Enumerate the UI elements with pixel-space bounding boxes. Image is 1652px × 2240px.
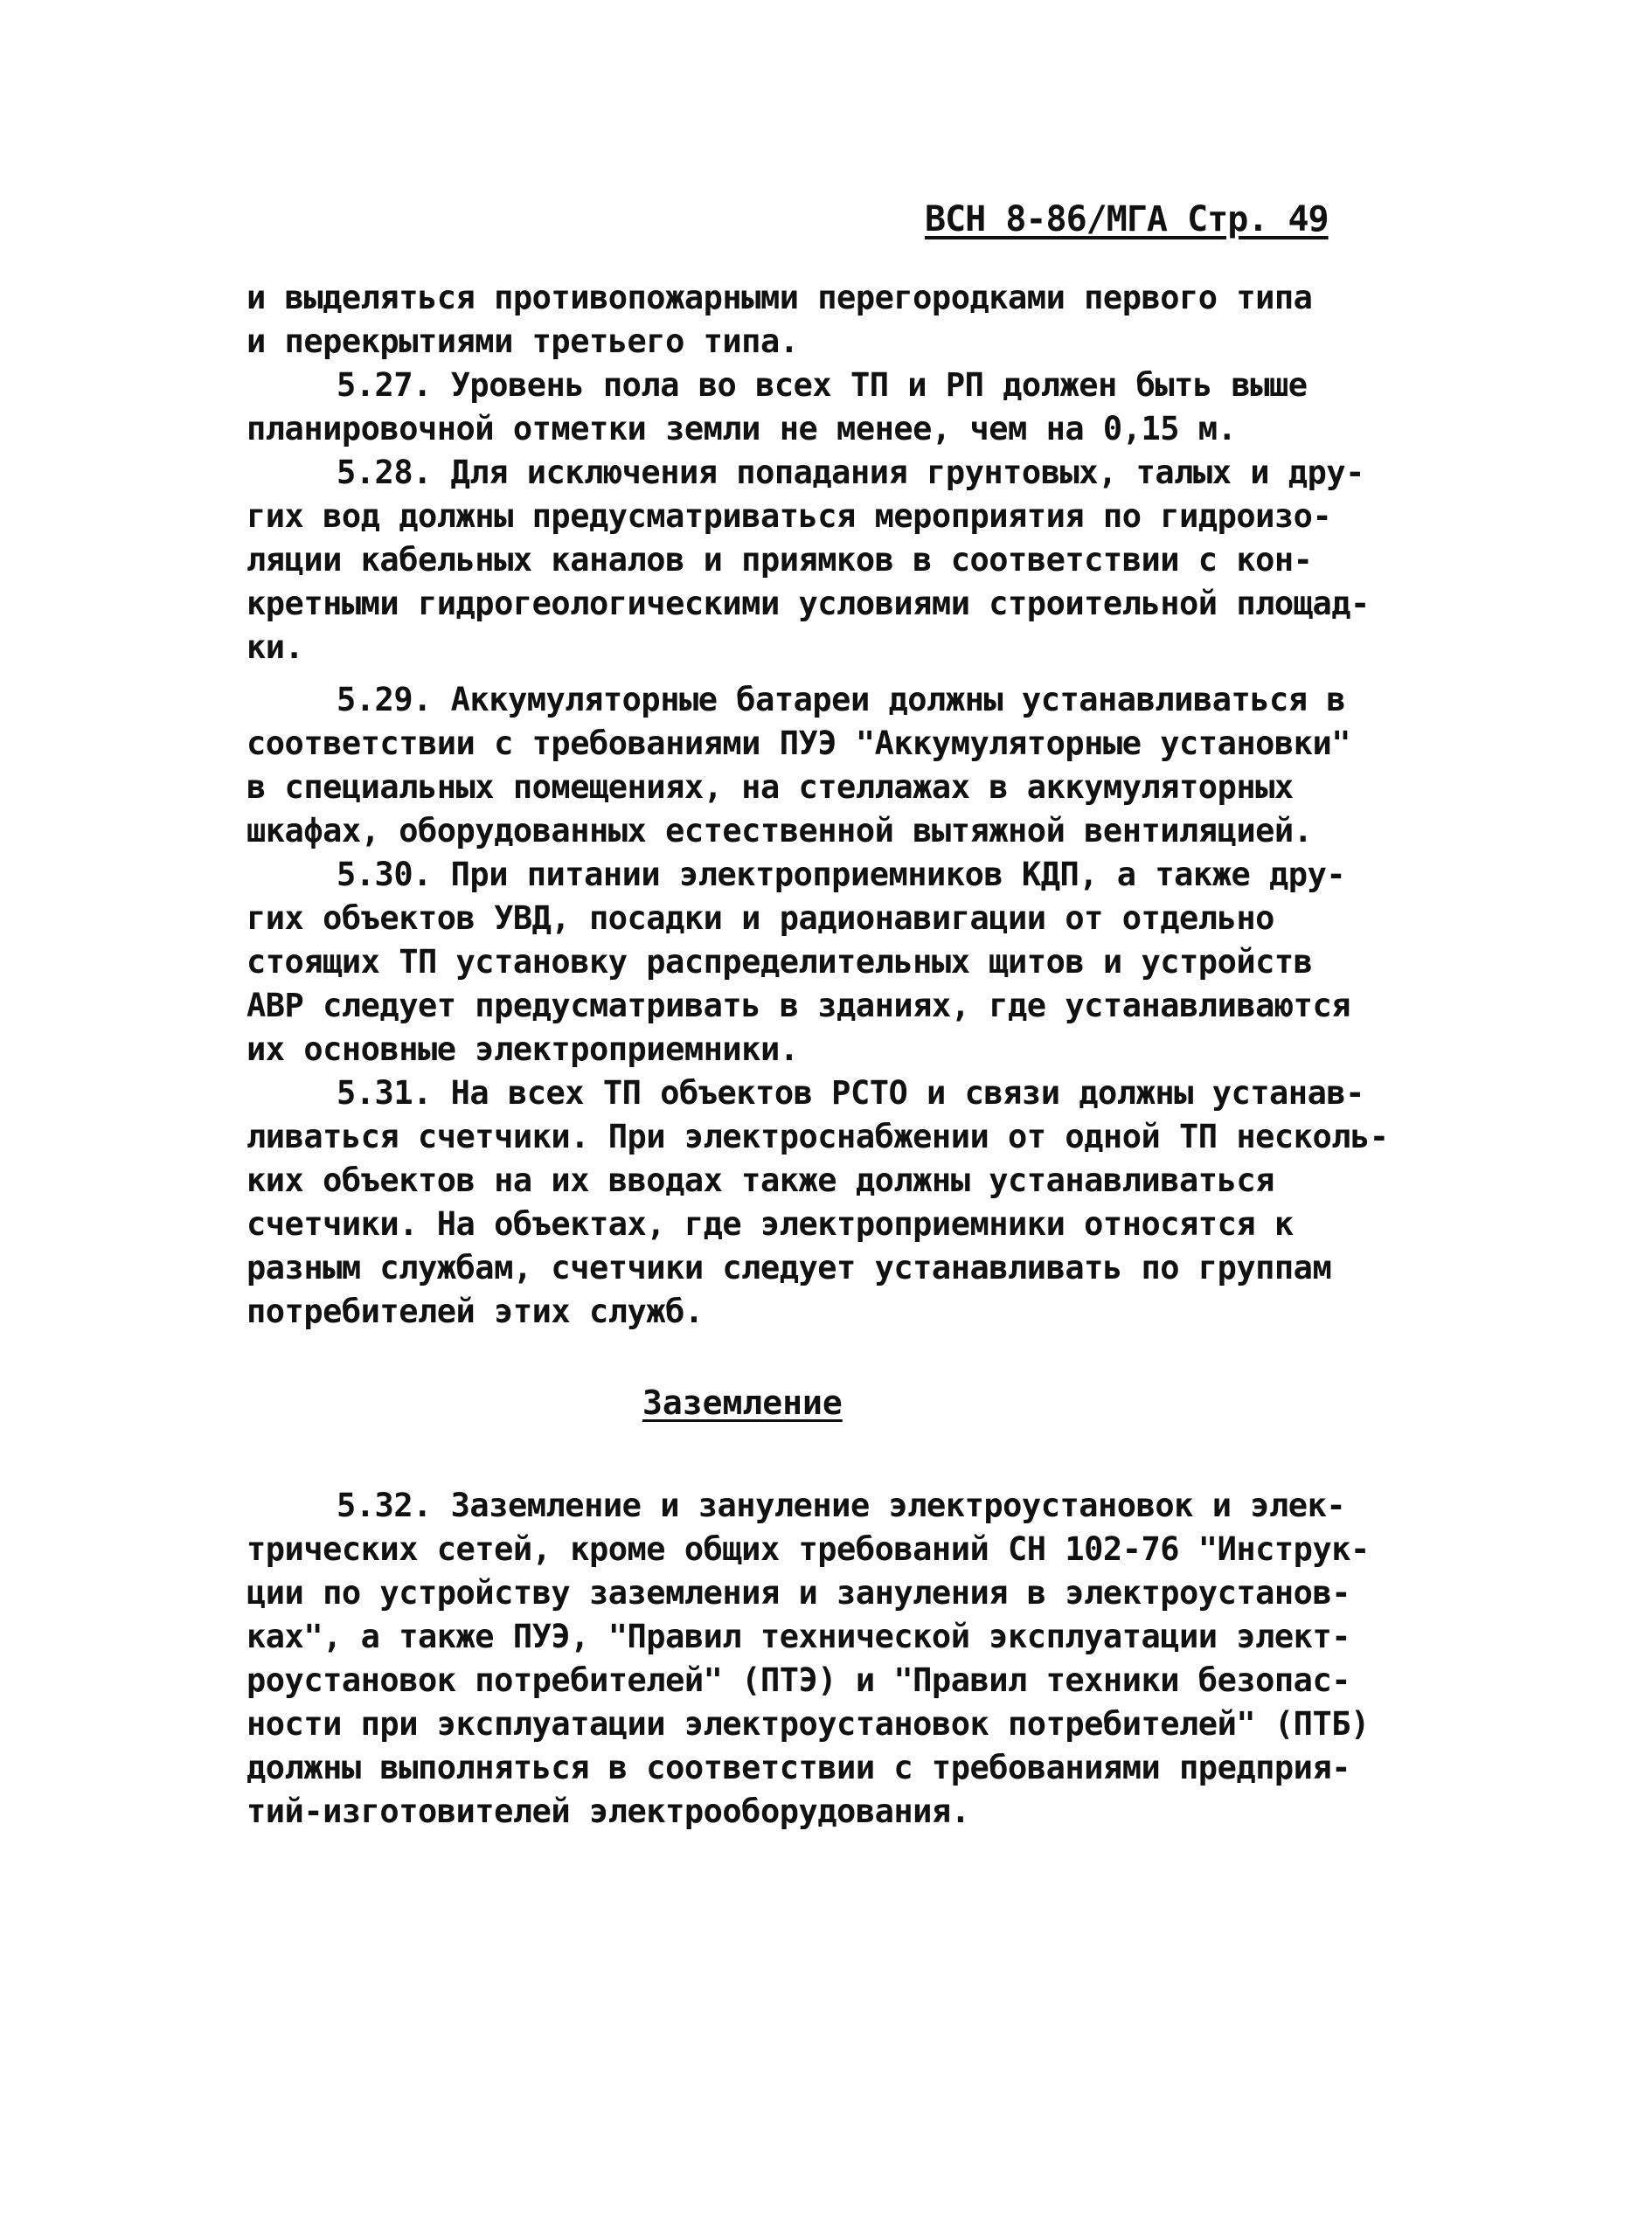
text-line: ности при эксплуатации электроустановок потребителей" (ПТБ) xyxy=(246,1705,1370,1743)
text-line: кретными гидрогеологическими условиями строительной площад- xyxy=(246,585,1370,622)
text-line: ки. xyxy=(246,628,304,666)
text-line: их основные электроприемники. xyxy=(246,1030,799,1068)
text-line: 5.28. Для исключения попадания грунтовых, талых и дру- xyxy=(337,454,1364,491)
text-line: 5.31. На всех ТП объектов РСТО и связи должны устанав- xyxy=(337,1074,1364,1112)
text-line: 5.29. Аккумуляторные батареи должны устанавливаться в xyxy=(337,681,1346,718)
text-line: соответствии с требованиями ПУЭ "Аккумуляторные установки" xyxy=(246,725,1351,762)
text-line: гих объектов УВД, посадки и радионавигации от отдельно xyxy=(246,899,1274,937)
text-line: стоящих ТП установку распределительных щитов и устройств xyxy=(246,943,1313,981)
text-line: ливаться счетчики. При электроснабжении от одной ТП несколь- xyxy=(246,1118,1389,1155)
text-line: разным службам, счетчики следует устанавливать по группам xyxy=(246,1249,1332,1286)
text-line: 5.32. Заземление и зануление электроустановок и элек- xyxy=(337,1487,1346,1524)
text-line: 5.30. При питании электроприемников КДП, а также дру- xyxy=(337,856,1346,893)
text-line: АВР следует предусматривать в зданиях, где устанавливаются xyxy=(246,987,1351,1024)
text-line: планировочной отметки земли не менее, чем на 0,15 м. xyxy=(246,410,1237,447)
text-line: гих вод должны предусматриваться мероприятия по гидроизо- xyxy=(246,497,1332,535)
text-line: счетчики. На объектах, где электроприемники относятся к xyxy=(246,1205,1294,1243)
text-line: и перекрытиями третьего типа. xyxy=(246,322,799,360)
section-heading: Заземление xyxy=(642,1384,843,1422)
text-line: ляции кабельных каналов и приямков в соответствии с кон- xyxy=(246,541,1313,579)
text-line: роустановок потребителей" (ПТЭ) и "Правил техники безопас- xyxy=(246,1661,1351,1699)
page-header: ВСН 8-86/МГА Стр. 49 xyxy=(925,199,1329,239)
text-line: потребителей этих служб. xyxy=(246,1293,704,1330)
text-line: в специальных помещениях, на стеллажах в аккумуляторных xyxy=(246,768,1294,806)
text-line: должны выполняться в соответствии с требованиями предприя- xyxy=(246,1749,1351,1786)
text-line: 5.27. Уровень пола во всех ТП и РП должен быть выше xyxy=(337,366,1308,404)
text-line: и выделяться противопожарными перегородками первого типа xyxy=(246,279,1313,316)
text-line: тий-изготовителей электрооборудования. xyxy=(246,1793,970,1830)
text-line: ких объектов на их вводах также должны устанавливаться xyxy=(246,1162,1274,1199)
text-line: шкафах, оборудованных естественной вытяжной вентиляцией. xyxy=(246,812,1313,850)
text-line: ции по устройству заземления и зануления в электроустанов- xyxy=(246,1574,1351,1612)
text-line: трических сетей, кроме общих требований СН 102-76 "Инструк- xyxy=(246,1530,1370,1568)
text-line: ках", а также ПУЭ, "Правил технической эксплуатации элект- xyxy=(246,1618,1351,1655)
